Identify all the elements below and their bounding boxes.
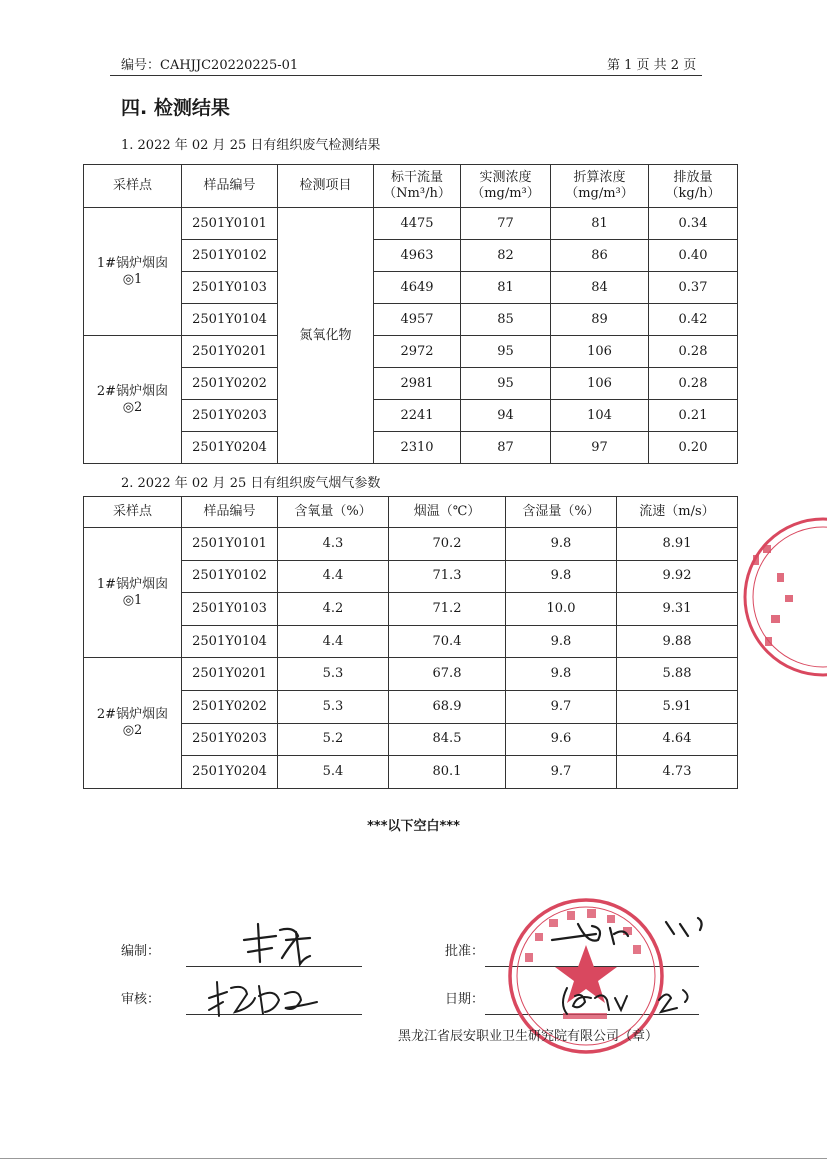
table-row: [84, 593, 738, 626]
partial-stamp-edge: [735, 515, 827, 685]
measured-conc-value: 94: [461, 400, 551, 432]
page-info: 第 1 页 共 2 页: [607, 58, 697, 73]
emission-value: 0.20: [649, 432, 738, 464]
moisture-value: 9.7: [506, 756, 617, 789]
blank-below-note: ***以下空白***: [367, 819, 460, 834]
flow-value: 4963: [374, 240, 461, 272]
converted-conc-value: 104: [551, 400, 649, 432]
oxygen-value: 4.3: [278, 528, 389, 561]
velocity-value: 5.91: [617, 690, 738, 723]
velocity-value: 9.31: [617, 593, 738, 626]
emission-value: 0.34: [649, 208, 738, 240]
table-row: [84, 756, 738, 789]
header-item: 检测项目: [278, 165, 374, 208]
approver-signature: [548, 914, 708, 952]
table-row: [84, 272, 738, 304]
moisture-value: 9.8: [506, 625, 617, 658]
converted-conc-value: 106: [551, 336, 649, 368]
sampling-point: 2#锅炉烟囱 ◎2: [84, 658, 182, 788]
emission-value: 0.21: [649, 400, 738, 432]
table-row: [84, 336, 738, 368]
table1-caption: 1. 2022 年 02 月 25 日有组织废气检测结果: [121, 138, 381, 153]
table-row: [84, 690, 738, 723]
temperature-value: 71.3: [389, 560, 506, 593]
sample-id: 2501Y0204: [182, 756, 278, 789]
temperature-value: 68.9: [389, 690, 506, 723]
flow-value: 4649: [374, 272, 461, 304]
moisture-value: 10.0: [506, 593, 617, 626]
table-row: [84, 208, 738, 240]
velocity-value: 4.64: [617, 723, 738, 756]
measured-conc-value: 82: [461, 240, 551, 272]
header-divider: [110, 75, 702, 76]
measured-conc-value: 95: [461, 368, 551, 400]
moisture-value: 9.7: [506, 690, 617, 723]
sample-id: 2501Y0201: [182, 658, 278, 691]
sample-id: 2501Y0102: [182, 240, 278, 272]
scan-edge: [0, 1158, 827, 1159]
velocity-value: 9.88: [617, 625, 738, 658]
table-row: [84, 528, 738, 561]
table2-caption: 2. 2022 年 02 月 25 日有组织废气烟气参数: [121, 476, 381, 491]
velocity-value: 4.73: [617, 756, 738, 789]
moisture-value: 9.8: [506, 658, 617, 691]
flow-value: 4475: [374, 208, 461, 240]
header-measured-conc: 实测浓度 （mg/m³）: [461, 165, 551, 208]
oxygen-value: 5.3: [278, 658, 389, 691]
oxygen-value: 4.4: [278, 560, 389, 593]
test-item: 氮氧化物: [278, 208, 374, 464]
emission-results-table: [83, 164, 738, 464]
flue-gas-parameters-table: [83, 496, 738, 789]
sampling-point: 1#锅炉烟囱 ◎1: [84, 208, 182, 336]
measured-conc-value: 77: [461, 208, 551, 240]
converted-conc-value: 89: [551, 304, 649, 336]
measured-conc-value: 81: [461, 272, 551, 304]
sample-id: 2501Y0101: [182, 528, 278, 561]
sample-id: 2501Y0101: [182, 208, 278, 240]
sample-id: 2501Y0203: [182, 723, 278, 756]
table-row: [84, 240, 738, 272]
table-row: [84, 723, 738, 756]
sampling-point: 1#锅炉烟囱 ◎1: [84, 528, 182, 658]
emission-value: 0.42: [649, 304, 738, 336]
handwritten-date: [555, 984, 695, 1018]
header-sample: 样品编号: [182, 165, 278, 208]
temperature-value: 84.5: [389, 723, 506, 756]
header-point: 采样点: [84, 165, 182, 208]
converted-conc-value: 81: [551, 208, 649, 240]
table-row: [84, 625, 738, 658]
header-flow: 标干流量 （Nm³/h）: [374, 165, 461, 208]
table-header-row: [84, 497, 738, 528]
temperature-value: 67.8: [389, 658, 506, 691]
temperature-value: 80.1: [389, 756, 506, 789]
flow-value: 4957: [374, 304, 461, 336]
sample-id: 2501Y0202: [182, 368, 278, 400]
sample-id: 2501Y0103: [182, 593, 278, 626]
flow-value: 2241: [374, 400, 461, 432]
temperature-value: 71.2: [389, 593, 506, 626]
emission-value: 0.28: [649, 368, 738, 400]
sample-id: 2501Y0104: [182, 304, 278, 336]
velocity-value: 5.88: [617, 658, 738, 691]
header-converted-conc: 折算浓度 （mg/m³）: [551, 165, 649, 208]
flow-value: 2981: [374, 368, 461, 400]
emission-value: 0.28: [649, 336, 738, 368]
converted-conc-value: 84: [551, 272, 649, 304]
header-velocity: 流速（m/s）: [617, 497, 738, 528]
oxygen-value: 5.3: [278, 690, 389, 723]
compiled-by-label: 编制：: [121, 944, 161, 959]
reviewed-by-label: 审核：: [121, 992, 161, 1007]
table-row: [84, 400, 738, 432]
header-moisture: 含湿量（%）: [506, 497, 617, 528]
converted-conc-value: 97: [551, 432, 649, 464]
table-row: [84, 368, 738, 400]
approved-by-label: 批准：: [445, 944, 485, 959]
header-emission: 排放量 （kg/h）: [649, 165, 738, 208]
sample-id: 2501Y0202: [182, 690, 278, 723]
velocity-value: 8.91: [617, 528, 738, 561]
sample-id: 2501Y0104: [182, 625, 278, 658]
temperature-value: 70.4: [389, 625, 506, 658]
header-temperature: 烟温（℃）: [389, 497, 506, 528]
sample-id: 2501Y0204: [182, 432, 278, 464]
date-label: 日期：: [445, 992, 485, 1007]
converted-conc-value: 86: [551, 240, 649, 272]
header-sample: 样品编号: [182, 497, 278, 528]
measured-conc-value: 87: [461, 432, 551, 464]
header-point: 采样点: [84, 497, 182, 528]
reviewer-signature: [205, 978, 325, 1020]
table-row: [84, 560, 738, 593]
sample-id: 2501Y0103: [182, 272, 278, 304]
moisture-value: 9.8: [506, 528, 617, 561]
section-title: 四. 检测结果: [121, 97, 230, 119]
temperature-value: 70.2: [389, 528, 506, 561]
issuing-company: 黑龙江省辰安职业卫生研究院有限公司（章）: [398, 1029, 659, 1044]
sample-id: 2501Y0201: [182, 336, 278, 368]
oxygen-value: 4.4: [278, 625, 389, 658]
table-row: [84, 304, 738, 336]
table-header-row: [84, 165, 738, 208]
sample-id: 2501Y0203: [182, 400, 278, 432]
oxygen-value: 5.4: [278, 756, 389, 789]
measured-conc-value: 85: [461, 304, 551, 336]
report-number: 编号：CAHJJC20220225-01: [121, 58, 299, 73]
flow-value: 2972: [374, 336, 461, 368]
sample-id: 2501Y0102: [182, 560, 278, 593]
moisture-value: 9.8: [506, 560, 617, 593]
sampling-point: 2#锅炉烟囱 ◎2: [84, 336, 182, 464]
measured-conc-value: 95: [461, 336, 551, 368]
compiler-signature: [238, 918, 318, 968]
flow-value: 2310: [374, 432, 461, 464]
oxygen-value: 5.2: [278, 723, 389, 756]
oxygen-value: 4.2: [278, 593, 389, 626]
emission-value: 0.40: [649, 240, 738, 272]
table-row: [84, 658, 738, 691]
header-oxygen: 含氧量（%）: [278, 497, 389, 528]
emission-value: 0.37: [649, 272, 738, 304]
moisture-value: 9.6: [506, 723, 617, 756]
velocity-value: 9.92: [617, 560, 738, 593]
converted-conc-value: 106: [551, 368, 649, 400]
table-row: [84, 432, 738, 464]
